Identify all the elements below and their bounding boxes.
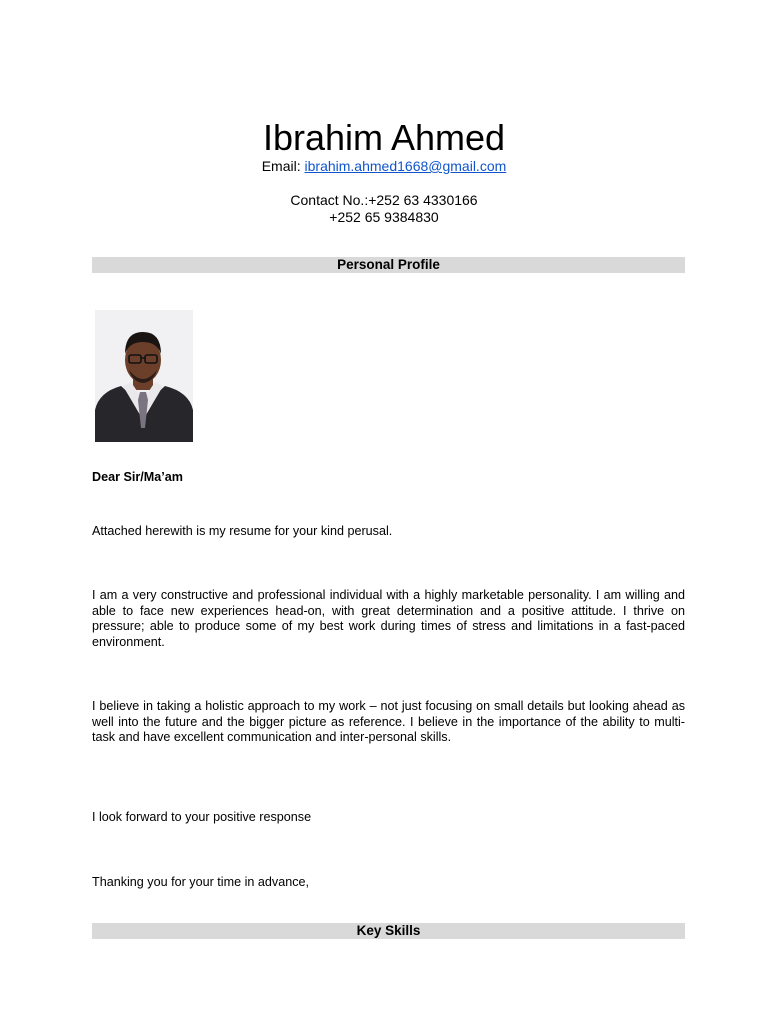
- contact-line-1: Contact No.:+252 63 4330166: [290, 192, 478, 208]
- email-label: Email:: [261, 158, 305, 174]
- letter-paragraph-1: Attached herewith is my resume for your kind perusal.: [92, 524, 393, 538]
- profile-photo-illustration: [95, 310, 193, 442]
- letter-closing: Thanking you for your time in advance,: [92, 875, 310, 889]
- letter-paragraph-2: I am a very constructive and professional individual with a highly marketable personality. I am willing and able to face new experiences head-on, with great determination and a positive attitude. I thrive on pressure; able to produce some of my best work during times of stress and limitations in a fast-paced environment.: [92, 588, 685, 649]
- section-personal-profile: Personal Profile: [92, 257, 685, 273]
- profile-photo: [95, 310, 193, 442]
- letter-salutation: Dear Sir/Ma’am: [92, 470, 183, 484]
- contact-line-2: +252 65 9384830: [329, 209, 439, 225]
- candidate-name: Ibrahim Ahmed: [262, 117, 506, 158]
- letter-paragraph-3: I believe in taking a holistic approach to my work – not just focusing on small details but looking ahead as well into the future and the bigger picture as reference. I believe in the importance of the ability to multi-task and have excellent communication and inter-personal skills.: [92, 699, 685, 744]
- section-key-skills: Key Skills: [92, 923, 685, 939]
- letter-paragraph-4: I look forward to your positive response: [92, 810, 312, 824]
- email-line: [0, 158, 768, 175]
- email-link[interactable]: ibrahim.ahmed1668@gmail.com: [304, 158, 507, 174]
